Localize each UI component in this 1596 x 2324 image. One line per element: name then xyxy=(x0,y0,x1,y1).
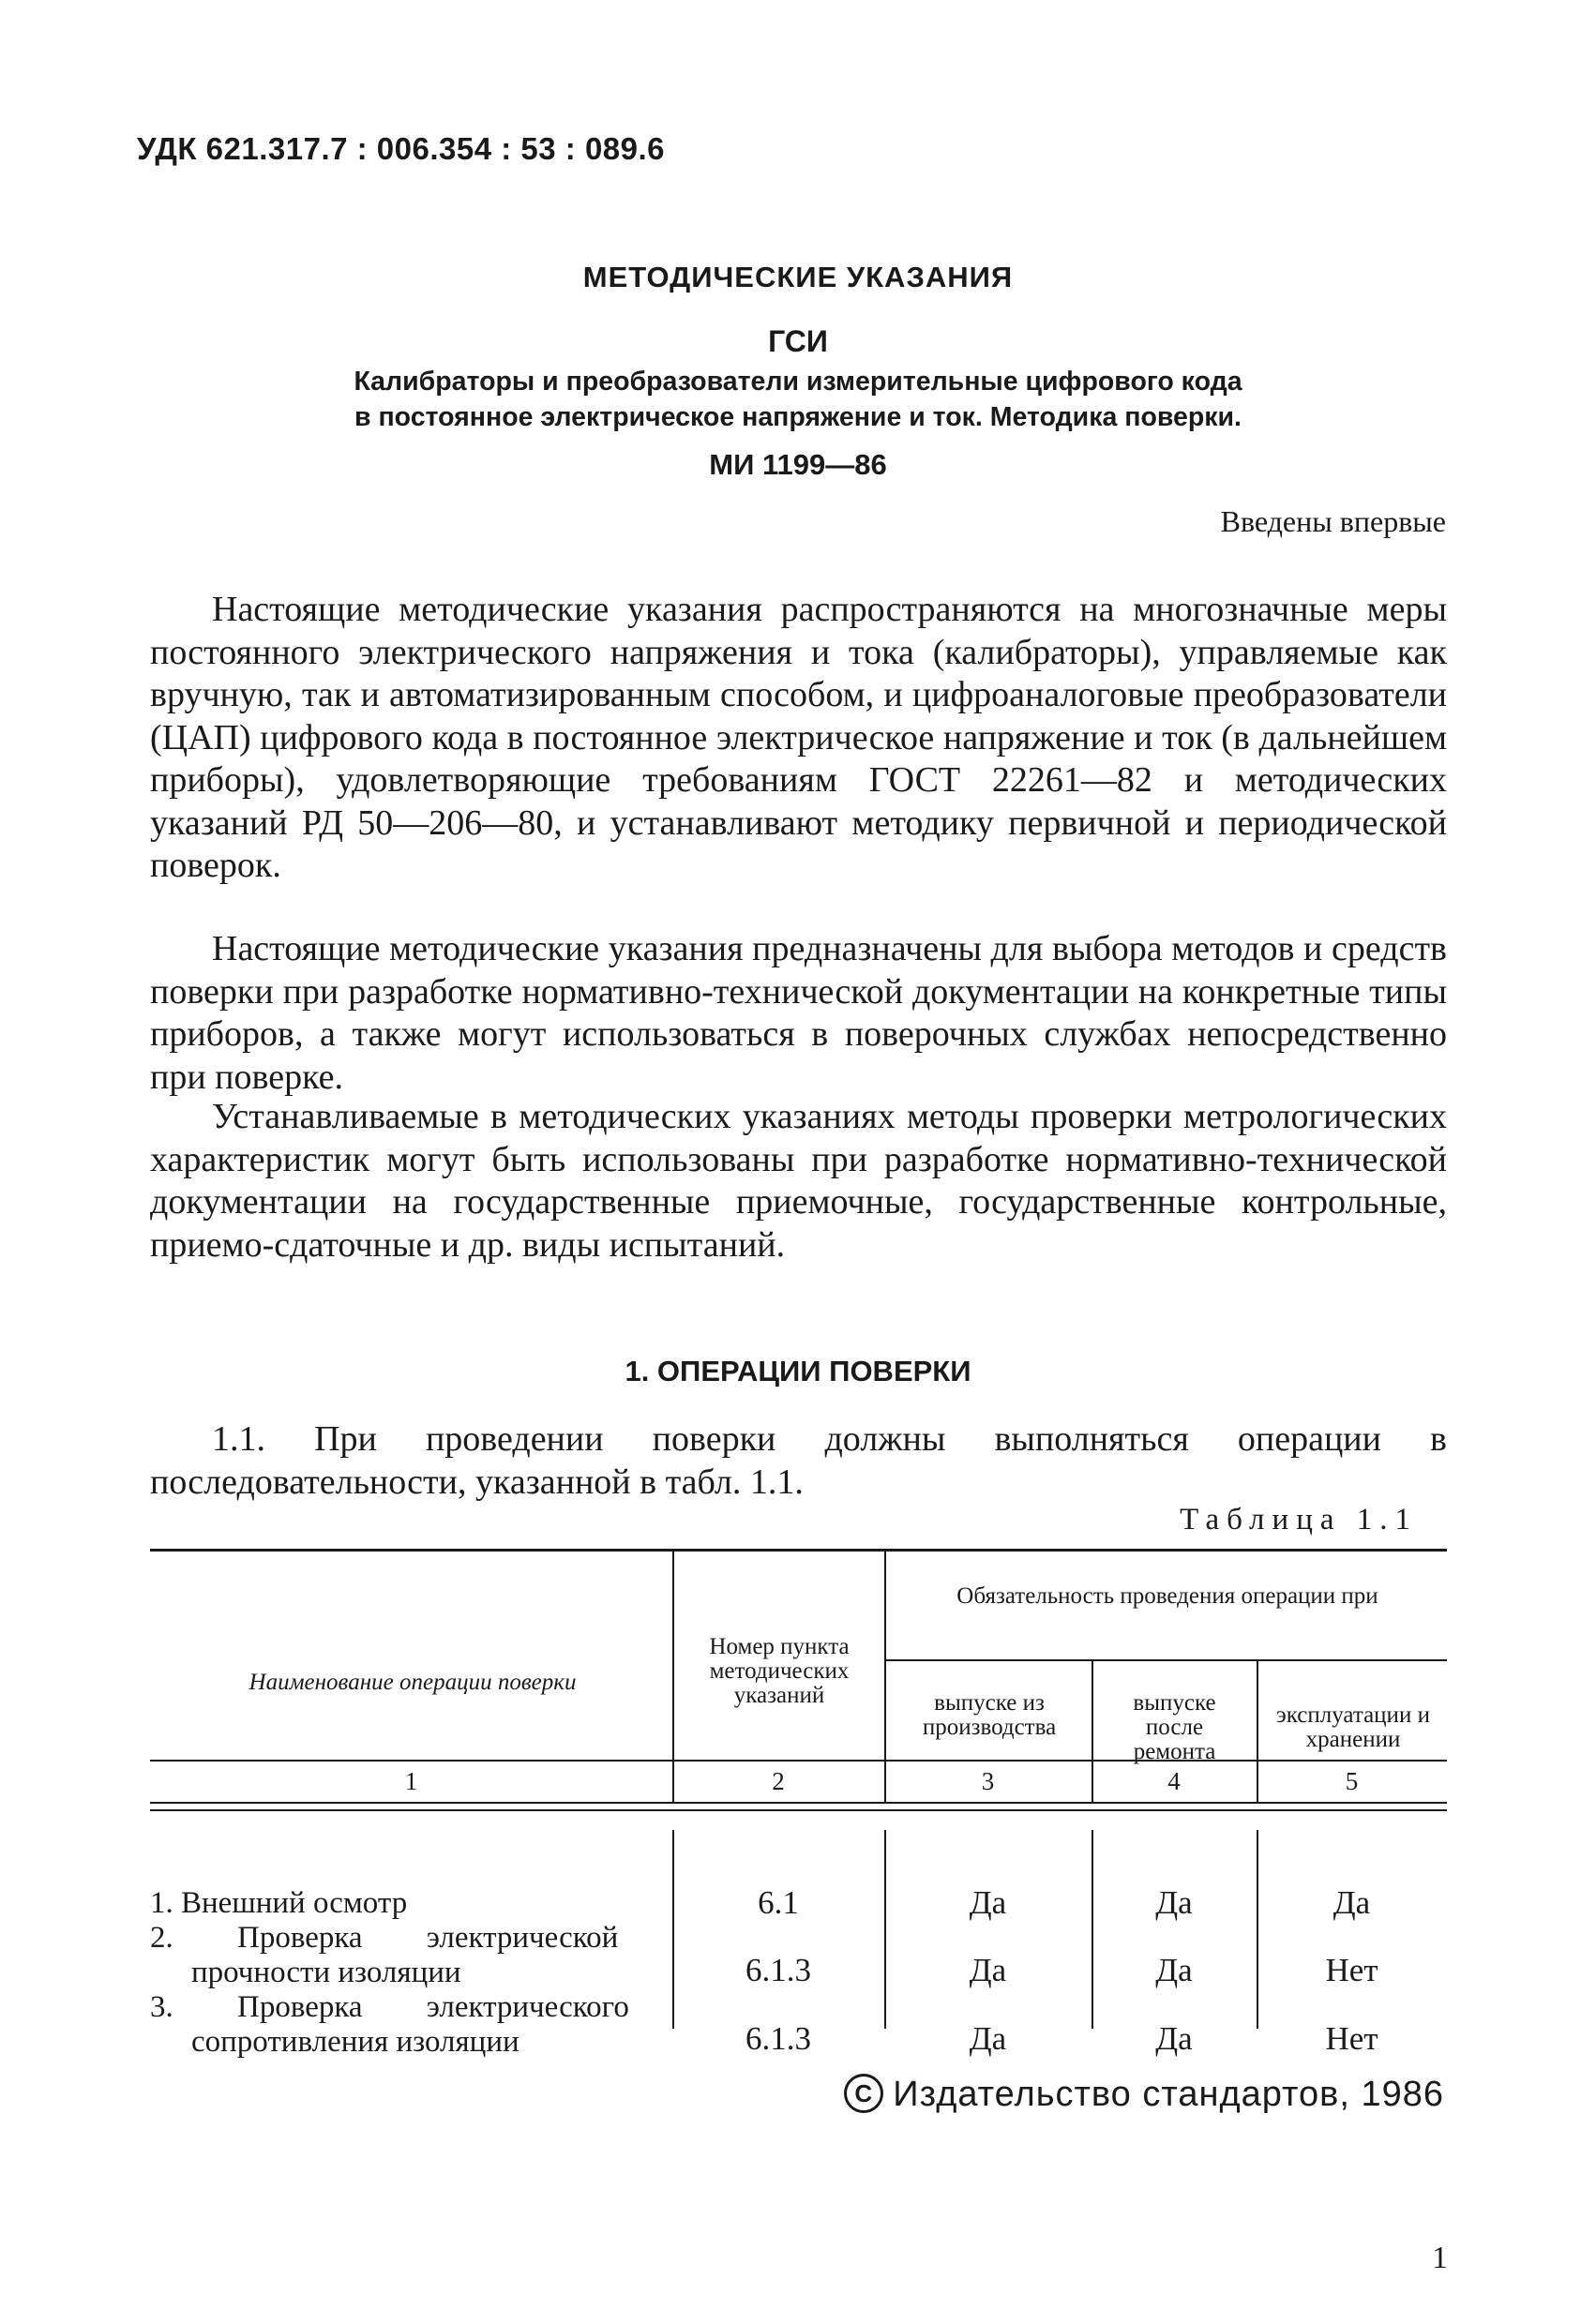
table-top-rule xyxy=(150,1549,1447,1552)
row-3-name-line-1: 3. Проверка электрического xyxy=(150,1990,629,2024)
group-rule xyxy=(886,1659,1447,1661)
vline-body-4 xyxy=(1257,1830,1258,2029)
header-repair: выпуске после ремонта xyxy=(1133,1690,1216,1764)
column-number: 5 xyxy=(1345,1767,1359,1795)
page-number: 1 xyxy=(1432,2241,1448,2275)
header-operation: эксплуатации и хранении xyxy=(1276,1702,1430,1752)
table-label: Таблица 1.1 xyxy=(1180,1503,1418,1537)
section-paragraph-text: 1.1. При проведении поверки должны выполняться операции в последовательности, указанной в табл. 1.1. xyxy=(150,1419,1447,1502)
udk-code: УДК 621.317.7 : 006.354 : 53 : 089.6 xyxy=(137,131,666,166)
row-2-operation: Нет xyxy=(1325,1952,1378,1988)
row-1-clause: 6.1 xyxy=(758,1884,799,1921)
section-paragraph xyxy=(150,1418,1447,1504)
row-3-production: Да xyxy=(969,2020,1007,2057)
vline-body-2 xyxy=(884,1830,886,2029)
copyright-notice xyxy=(844,2075,1444,2115)
header-bottom-rule xyxy=(150,1760,1447,1762)
operations-table xyxy=(150,1549,1447,2074)
document-code: МИ 1199—86 xyxy=(709,448,887,481)
copyright-icon: C xyxy=(844,2074,883,2113)
copyright-text: Издательство стандартов, 1986 xyxy=(893,2075,1444,2114)
gsi-label: ГСИ xyxy=(768,324,828,358)
vline-1 xyxy=(672,1552,674,1803)
row-3-clause: 6.1.3 xyxy=(745,2020,811,2057)
column-number: 2 xyxy=(772,1767,785,1795)
vline-body-1 xyxy=(672,1830,674,2029)
row-1-name-line-1: 1. Внешний осмотр xyxy=(150,1886,408,1920)
row-2-name-line-1: 2. Проверка электрической xyxy=(150,1921,619,1955)
row-3-operation: Нет xyxy=(1325,2020,1378,2057)
header-obligation-group: Обязательность проведения операции при xyxy=(956,1583,1378,1609)
document-title xyxy=(0,364,1596,435)
paragraph-2 xyxy=(150,928,1447,1099)
intro-note: Введены впервые xyxy=(1220,504,1446,538)
row-3-repair: Да xyxy=(1155,2020,1193,2057)
row-2-clause: 6.1.3 xyxy=(745,1952,811,1988)
paragraph-1-text: Настоящие методические указания распространяются на многозначные меры постоянного электрического напряжения и тока (калибраторы), управляемые как вручную, так и автоматизированным способом, и цифроаналоговые преобразователи (ЦАП) цифрового кода в постоянное электрическое напряжение и ток (в дальнейшем приборы), удовлетворяющие требованиям ГОСТ 22261—82 и методических указаний РД 50—206—80, и устанавливают методику первичной и периодической поверок. xyxy=(150,590,1447,885)
paragraph-1 xyxy=(150,589,1447,888)
document-heading: МЕТОДИЧЕСКИЕ УКАЗАНИЯ xyxy=(582,261,1014,293)
row-2-name-line-2: прочности изоляции xyxy=(191,1956,461,1989)
vline-2 xyxy=(884,1552,886,1803)
paragraph-3-text: Устанавливаемые в методических указаниях методы проверки метрологических характеристик могут быть использованы при разработке нормативно-технической документации на государственные приемочные, государственные контрольные, приемо-сдаточные и др. виды испытаний. xyxy=(150,1097,1447,1265)
row-2-repair: Да xyxy=(1155,1952,1193,1988)
column-number: 3 xyxy=(981,1767,995,1795)
table-row-1-name xyxy=(150,1886,656,1921)
column-number: 1 xyxy=(404,1767,418,1795)
row-1-production: Да xyxy=(969,1884,1007,1921)
table-row-2-name xyxy=(150,1921,656,1990)
column-number: 4 xyxy=(1167,1767,1181,1795)
row-1-operation: Да xyxy=(1333,1884,1371,1921)
paragraph-2-text: Настоящие методические указания предназначены для выбора методов и средств поверки при разработке нормативно-технической документации на конкретные типы приборов, а также могут использоваться в поверочных службах непосредственно при поверке. xyxy=(150,929,1447,1097)
title-line-1: Калибраторы и преобразователи измерительные цифрового кода xyxy=(354,367,1242,397)
row-1-repair: Да xyxy=(1155,1884,1193,1921)
vline-body-3 xyxy=(1092,1830,1093,2029)
row-3-name-line-2: сопротивления изоляции xyxy=(191,2025,519,2059)
section-title: 1. ОПЕРАЦИИ ПОВЕРКИ xyxy=(625,1355,971,1387)
title-line-2: в постоянное электрическое напряжение и ток. Методика поверки. xyxy=(354,402,1242,432)
table-row-3-name xyxy=(150,1990,656,2060)
row-2-production: Да xyxy=(969,1952,1007,1988)
header-production: выпуске из производства xyxy=(922,1690,1057,1740)
header-clause-number: Номер пункта методических указаний xyxy=(709,1634,850,1708)
colnum-rule-1 xyxy=(150,1802,1447,1804)
paragraph-3 xyxy=(150,1096,1447,1267)
colnum-rule-2 xyxy=(150,1809,1447,1811)
header-operation-name: Наименование операции поверки xyxy=(248,1670,577,1695)
